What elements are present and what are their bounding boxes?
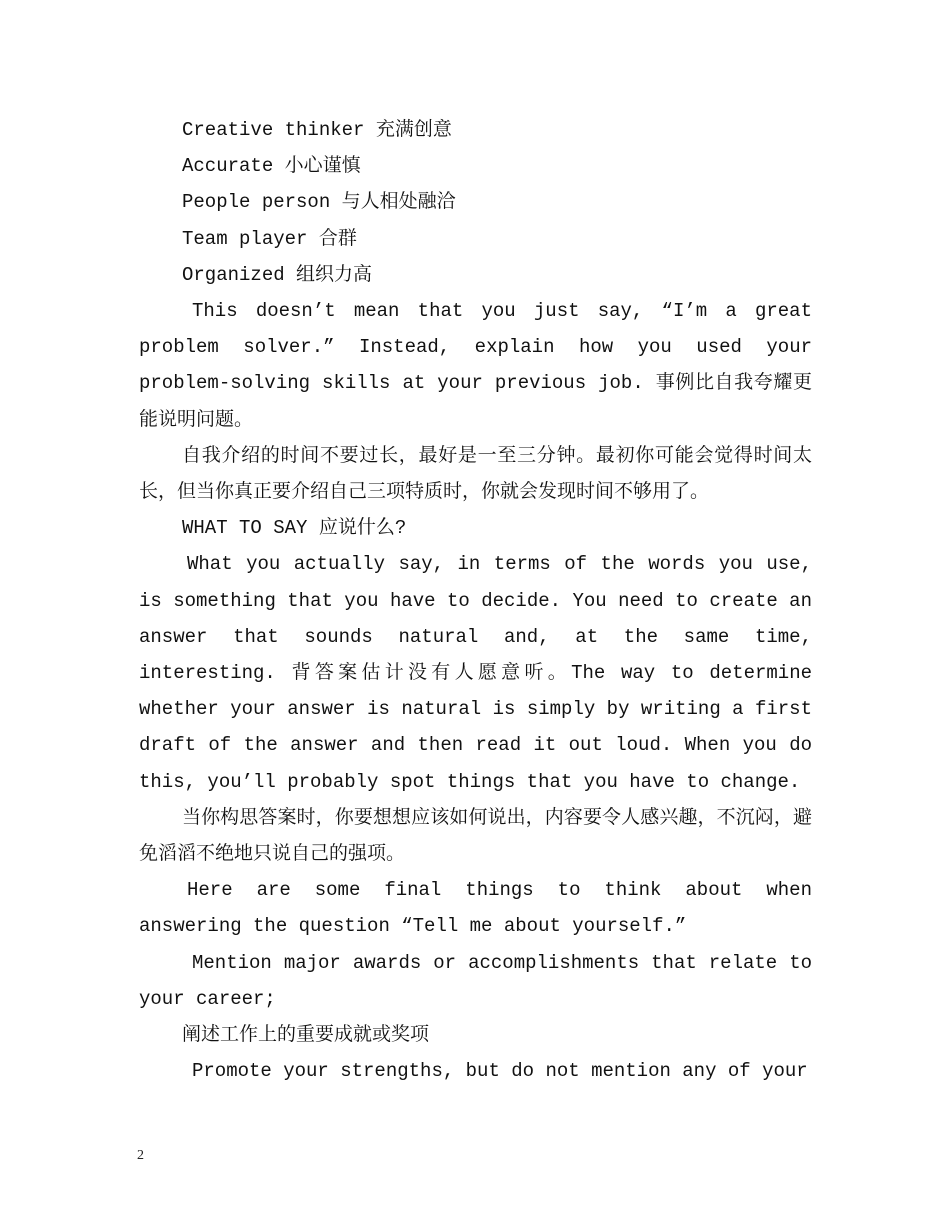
paragraph-final-things: Here are some final things to think about when answering the question “Tell me about yourself.” [139, 879, 812, 938]
paragraph-time-length: 自我介绍的时间不要过长，最好是一至三分钟。最初你可能会觉得时间太长，但当你真正要介绍自己三项特质时，你就会发现时间不够用了。 [139, 444, 812, 503]
document-body [139, 112, 812, 1089]
paragraph-problem-solver: This doesn’t mean that you just say, “I’m a great problem solver.” Instead, explain how you used your problem-solving skills at your previous job. 事例比自我夸耀更能说明问题。 [139, 299, 812, 431]
page-number: 2 [137, 1148, 144, 1163]
paragraph-promote-strengths: Promote your strengths, but do not mention any of your [192, 1060, 808, 1083]
list-item: Accurate 小心谨慎 [182, 155, 361, 178]
paragraph-compose-answer: 当你构思答案时，你要想想应该如何说出，内容要令人感兴趣，不沉闷，避免滔滔不绝地只说自己的强项。 [139, 806, 812, 865]
list-item: People person 与人相处融洽 [182, 191, 456, 214]
paragraph-what-you-say: What you actually say, in terms of the words you use, is something that you have to decide. You need to create an answer that sounds natural and, at the same time, interesting. 背答案估计没有人愿意听。The way to determine whether your answer is natural is simply by writing a first draft of the answer and then read it out loud. When you do this, you’ll probably spot things that you have to change. [139, 553, 812, 793]
section-heading-what-to-say: WHAT TO SAY 应说什么? [182, 517, 407, 540]
list-item: Organized 组织力高 [182, 263, 373, 286]
paragraph-awards-chinese: 阐述工作上的重要成就或奖项 [182, 1023, 430, 1046]
paragraph-mention-awards: Mention major awards or accomplishments that relate to your career; [139, 951, 812, 1010]
list-item: Creative thinker 充满创意 [182, 119, 452, 141]
list-item: Team player 合群 [182, 227, 357, 250]
